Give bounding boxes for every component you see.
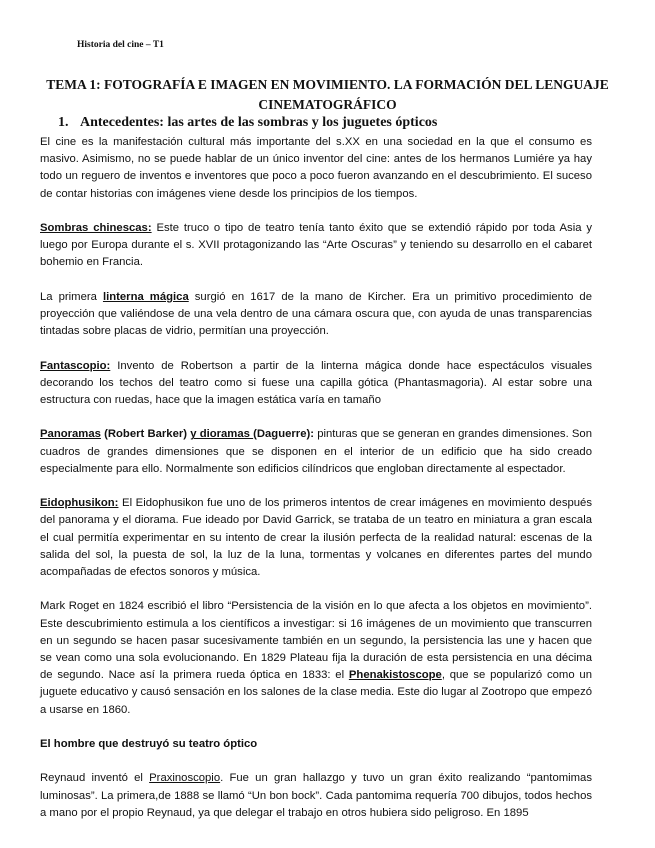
roget-text2: , que se popularizó como un juguete educativo y causó sensación en los salones de la clase media. Este dio lugar al Zootropo que empezó a usarse en 1860. xyxy=(40,669,593,716)
section-heading xyxy=(58,115,437,131)
paragraph-roget xyxy=(40,598,592,718)
panoramas-text: pinturas que se generan en grandes dimensiones. Son cuadros de grandes dimensiones que se disponen en el interior de un edificio que ha sido creado especialmente para ello. Normalmente son edificios cilíndricos que engloban directamente al espectador. xyxy=(40,428,592,475)
paragraph-linterna xyxy=(40,289,592,341)
hombre-text: . Fue un gran hallazgo y tuvo un gran éxito realizando “pantomimas luminosas”. La primera,de 1888 se llamó “Un bon bock”. Cada pantomima requería 700 dibujos, todos hechos a mano por el propio Reynaud, ya que delegar el trabajo en otros hubiera sido peligroso. En 1895 xyxy=(40,772,592,819)
term-panoramas: Panoramas xyxy=(40,428,101,441)
section-title: Antecedentes: las artes de las sombras y los juguetes ópticos xyxy=(80,115,438,130)
panoramas-mid: (Robert Barker) xyxy=(100,428,191,441)
term-linterna: linterna mágica xyxy=(102,290,189,303)
hombre-pre: Reynaud inventó el xyxy=(40,772,150,785)
document-title: TEMA 1: FOTOGRAFÍA E IMAGEN EN MOVIMIENTO. LA FORMACIÓN DEL LENGUAJE CINEMATOGRÁFICO xyxy=(46,77,609,112)
linterna-pre: La primera xyxy=(40,290,103,303)
eidophusikon-text: El Eidophusikon fue uno de los primeros intentos de crear imágenes en movimiento después del panorama y el diorama. Fue ideado por David Garrick, se trataba de un teatro en miniatura a gran escala el cual permitía experimentar en su intento de crear la ilusión perfecta de la realidad natural: escenas de la salida del sol, la puesta de sol, la luz de la luna, tormentas y volcanes en diferentes partes del mundo acompañadas de efectos sonoros y música. xyxy=(40,497,592,578)
sombras-text: Este truco o tipo de teatro tenía tanto éxito que se extendió rápido por toda Asia y luego por Europa durante el s. XVII protagonizando las “Arte Oscuras” y teniendo su desarrollo en el cabaret bohemio en Francia. xyxy=(40,222,592,269)
roget-text: Mark Roget en 1824 escribió el libro “Persistencia de la visión en lo que afecta a los objetos en movimiento”. Este descubrimiento estimula a los científicos a investigar: si 16 imágenes de un movimiento que transcurren en un segundo se hacen pasar sucesivamente también en un segundo, la persistencia las une y hacen que se vean como una sola evolucionando. En 1829 Plateau fija la duración de esta persistencia en una décima de segundo. Nace así la primera rueda óptica en 1833: el xyxy=(40,600,592,682)
term-phenakistoscope: Phenakistoscope xyxy=(348,669,442,682)
page-header: Historia del cine – T1 xyxy=(77,40,164,50)
term-eidophusikon: Eidophusikon: xyxy=(40,497,119,510)
paragraph-intro: El cine es la manifestación cultural más importante del s.XX en una sociedad en la que el consumo es masivo. Asimismo, no se puede hablar de un único inventor del cine: antes de los hermanos Lumiére ya hay todo un reguero de inventos e inventores que poco a poco fueron avanzando en el descubrimiento. El suceso de contar historias con imágenes viene desde los principios de los tiempos. xyxy=(40,136,592,200)
fantascopio-text: Invento de Robertson a partir de la linterna mágica donde hace espectáculos visuales decorando los techos del teatro como si fuese una capilla gótica (Phantasmagoria). Al estar sobre una estructura con ruedas, hace que la imagen estática varía en tamaño xyxy=(40,359,592,406)
term-sombras: Sombras chinescas: xyxy=(40,222,152,234)
paragraph-panoramas xyxy=(40,426,592,478)
term-fantascopio: Fantascopio: xyxy=(40,359,111,372)
paragraph-hombre xyxy=(40,770,592,822)
term-praxinoscopio: Praxinoscopio xyxy=(149,772,221,785)
linterna-text: surgió en 1617 de la mano de Kircher. Era un primitivo procedimiento de proyección que valiéndose de una vela dentro de una cámara oscura que, con ayuda de unas transparencias tintadas sobre placas de vidrio, permitían una proyección. xyxy=(40,290,592,338)
term-daguerre: (Daguerre): xyxy=(253,428,314,441)
paragraph-sombras xyxy=(40,220,592,272)
body-text xyxy=(40,134,592,822)
paragraph-fantascopio xyxy=(40,358,592,410)
section-number: 1. xyxy=(58,115,69,130)
subheading-hombre: El hombre que destruyó su teatro óptico xyxy=(40,738,258,750)
paragraph-eidophusikon xyxy=(40,495,592,581)
term-dioramas: y dioramas xyxy=(190,428,254,441)
